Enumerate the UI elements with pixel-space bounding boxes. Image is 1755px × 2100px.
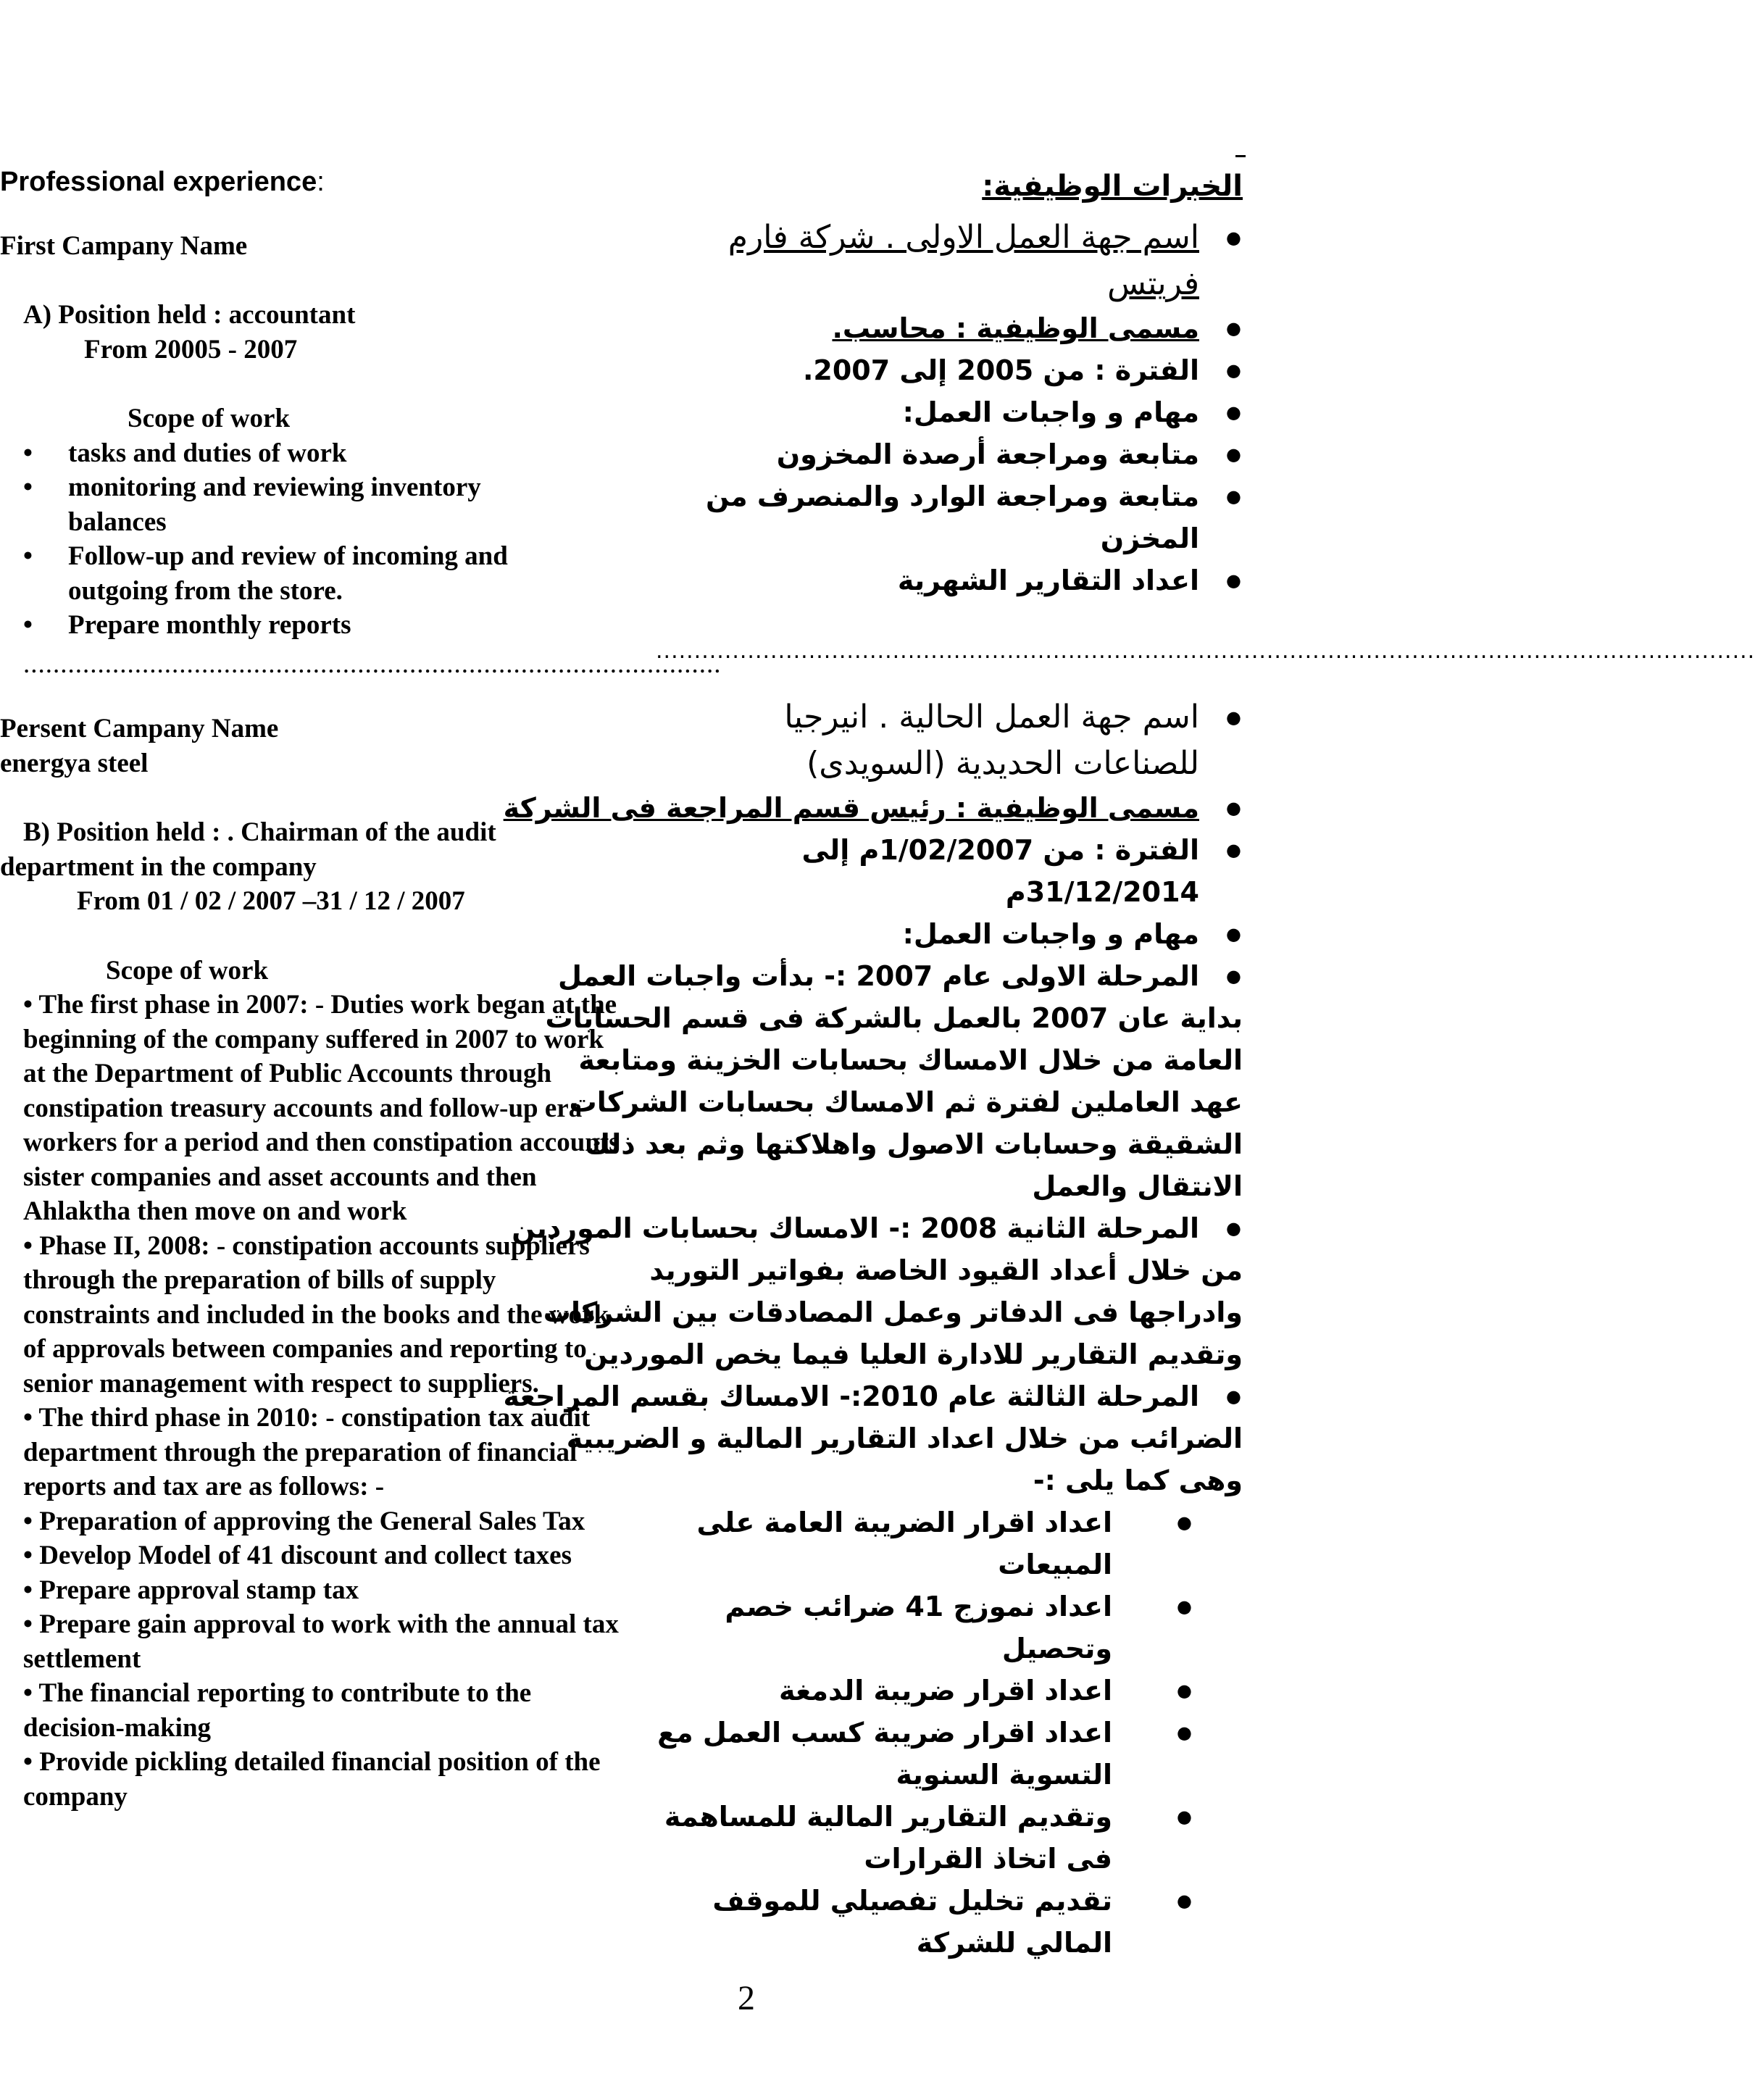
list-item	[512, 1207, 1243, 1375]
phase1-line: الشقيقة وحسابات الاصول واهلاكتها وثم بعد ذلك	[585, 1128, 1243, 1160]
phase2-line: وتقديم التقارير للادارة العليا فيما يخص الموردين	[584, 1338, 1243, 1370]
heading-colon: :	[317, 167, 325, 197]
phase3-line: ● المرحلة الثالثة عام 2010:- الامساك بقسم المراجعة	[503, 1380, 1199, 1412]
list-item: ● وتقديم التقارير المالية للمساهمة فى اتخاذ القرارات	[656, 1796, 1156, 1880]
scope-paragraph: • Develop Model of 41 discount and collect taxes	[23, 1541, 572, 1570]
scope-paragraph: • Prepare gain approval to work with the annual tax settlement	[23, 1609, 619, 1674]
list-item	[545, 955, 1243, 1207]
phase1-line: الانتقال والعمل	[1032, 1170, 1243, 1202]
list-item: • Prepare monthly reports	[23, 608, 588, 643]
list-item: ● تقديم تخليل تفصيلي للموقف المالي للشركة	[656, 1880, 1156, 1964]
first-company-label: First Campany Name	[0, 230, 248, 261]
list-item: ● متابعة ومراجعة أرصدة المخزون	[656, 433, 1243, 475]
present-company-name: energya steel	[0, 748, 149, 778]
list-item: ● متابعة ومراجعة الوارد والمنصرف من المخزن	[656, 475, 1243, 559]
arabic-present-list	[503, 694, 1243, 1501]
first-scope: Scope of work	[128, 404, 291, 433]
list-item	[656, 214, 1243, 307]
arabic-first-list	[656, 214, 1243, 601]
arabic-separator-dots: ................................................................................................................................................	[656, 638, 1755, 664]
scope-paragraph: • The third phase in 2010: - constipation tax audit department through the preparation of financial reports and tax are as follows: -	[23, 1403, 591, 1501]
phase1-line: ● المرحلة الاولى عام 2007 :- بدأت واجبات العمل	[558, 960, 1199, 992]
first-company-ar: اسم جهة العمل الاولى . شركة فارم فريتس	[728, 219, 1199, 302]
scope-paragraph: • Prepare approval stamp tax	[23, 1575, 359, 1605]
list-item: ● الفترة : من 2005 إلى 2007.	[656, 349, 1243, 391]
list-item: ● اعداد التقارير الشهرية	[656, 559, 1243, 601]
list-item: ● اسم جهة العمل الحالية . انيرجيا للصناعات الحديدية (السويدى)	[656, 694, 1243, 787]
phase1-line: عهد العاملين لفترة ثم الامساك بحسابات الشركات	[569, 1086, 1243, 1118]
scope-paragraph: • Preparation of approving the General Sales Tax	[23, 1506, 585, 1536]
arabic-column	[503, 165, 1755, 1964]
scope-paragraph: • The first phase in 2007: - Duties work began at the beginning of the company suffered in 2007 to work at the Department of Public Accounts through constipation treasury accounts and follow-up era workers for a period and then constipation accounts sister companies and asset accounts and then Ahlaktha then move on and work	[23, 990, 620, 1226]
list-item: ● اعداد اقرار الضريبة العامة على المبيعات	[656, 1501, 1156, 1586]
phase1-line: العامة من خلال الامساك بحسابات الخزينة ومتابعة	[578, 1044, 1243, 1076]
scope-paragraph: • Phase II, 2008: - constipation accounts suppliers through the preparation of bills of supply constraints and included in the books and the work of approvals between companies and reporting to senior management with respect to suppliers.	[23, 1230, 609, 1399]
list-item: ● مسمى الوظيفية : محاسب.	[656, 307, 1243, 349]
first-bullet-list	[0, 436, 588, 643]
professional-experience-heading	[0, 165, 652, 200]
english-column	[0, 165, 722, 1814]
second-position-line-1: B) Position held : . Chairman of the audit	[23, 817, 496, 847]
list-item: ● اعداد اقرار ضريبة الدمغة	[656, 1670, 1156, 1712]
list-item: ● مسمى الوظيفية : رئيس قسم المراجعة فى الشركة	[656, 787, 1243, 829]
phase3-line: وهى كما يلى :-	[1033, 1464, 1243, 1496]
list-item: ● مهام و واجبات العمل:	[656, 391, 1243, 433]
first-position: A) Position held : accountant	[23, 300, 356, 330]
first-from: From 20005 - 2007	[84, 334, 298, 364]
list-item: • tasks and duties of work	[23, 436, 588, 471]
list-item: ● مهام و واجبات العمل:	[656, 913, 1243, 955]
present-company-label: Persent Campany Name	[0, 714, 279, 743]
list-item	[503, 1375, 1243, 1501]
separator-dots: ..............................................................................................	[23, 649, 722, 679]
arabic-sub-list	[656, 1501, 1243, 1964]
second-from: From 01 / 02 / 2007 –31 / 12 / 2007	[77, 886, 465, 916]
scope-paragraph: • The financial reporting to contribute to the decision-making	[23, 1678, 532, 1743]
list-item: ● اعداد اقرار ضريبة كسب العمل مع التسوية السنوية	[656, 1712, 1156, 1796]
phase2-line: ● المرحلة الثانية 2008 :- الامساك بحسابات الموردين	[512, 1212, 1199, 1244]
list-item: • monitoring and reviewing inventory balances	[23, 470, 588, 539]
heading-text: Professional experience	[0, 167, 317, 197]
top-mark	[1235, 155, 1246, 157]
second-position-line-2: department in the company	[0, 851, 317, 882]
phase1-line: بداية عان 2007 بالعمل بالشركة فى قسم الحسابات	[545, 1002, 1243, 1034]
list-item: ● اعداد نموزج 41 ضرائب خصم وتحصيل	[656, 1586, 1156, 1670]
second-scope: Scope of work	[106, 955, 269, 986]
arabic-heading: الخبرات الوظيفية:	[982, 170, 1243, 203]
list-item: ● الفترة : من 1/02/2007م إلى 31/12/2014م	[656, 829, 1243, 913]
phase3-line: الضرائب من خلال اعداد التقارير المالية و الضريبية	[566, 1422, 1243, 1454]
list-item: • Follow-up and review of incoming and outgoing from the store.	[23, 539, 588, 608]
phase2-line: من خلال أعداد القيود الخاصة بفواتير التوريد	[649, 1254, 1243, 1286]
scope-paragraph: • Provide pickling detailed financial position of the company	[23, 1747, 601, 1812]
phase2-line: وادراجها فى الدفاتر وعمل المصادقات بين الشركات	[543, 1296, 1243, 1328]
page-number: 2	[738, 1979, 755, 2017]
